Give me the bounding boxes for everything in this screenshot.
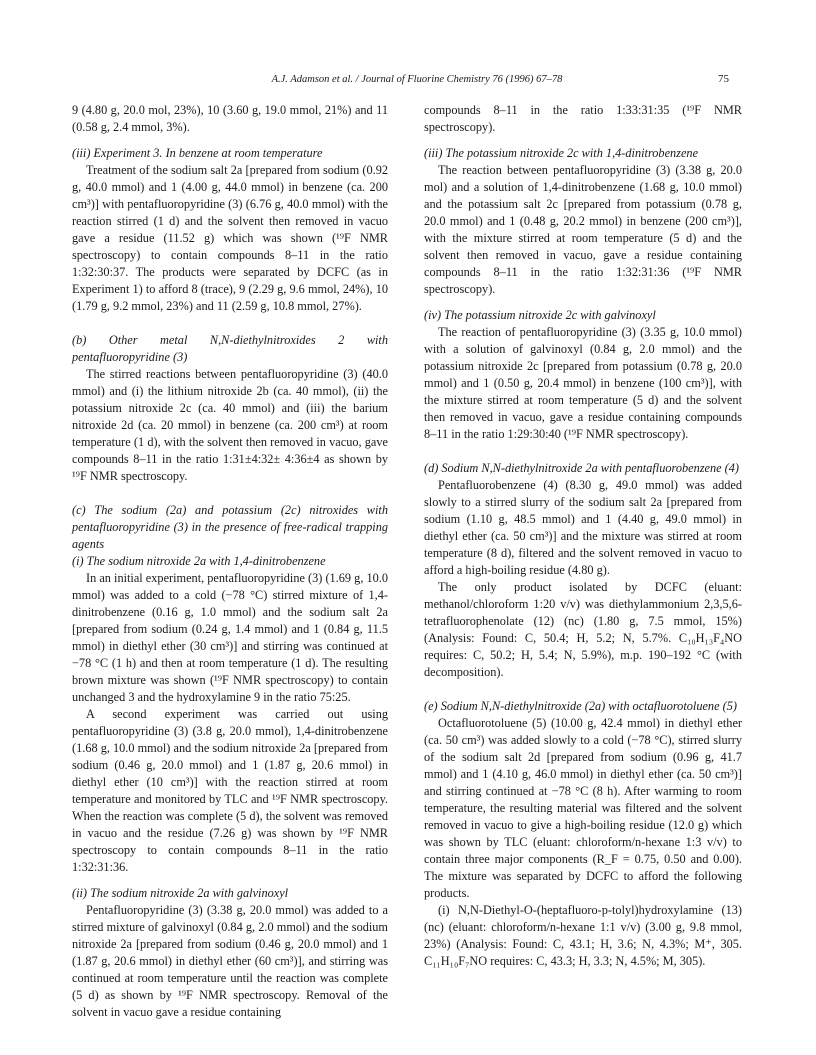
subsection-heading: (iv) The potassium nitroxide 2c with galvinoxyl: [424, 308, 656, 322]
paragraph: Octafluorotoluene (5) (10.00 g, 42.4 mmol) in diethyl ether (ca. 50 cm³) was added slowly to a cold (−78 °C), stirred slurry of the sodium salt 2d [prepared from sodium (0.96 g, 41.7 mmol) and 1 (4.10 g, 46.0 mmol) in diethyl ether (ca. 50 cm³)] and stirring continued at −78 °C (8 h). After warming to room temperature, the resulting material was filtered and the solvent removed in vacuo to give a high-boiling residue (12.0 g) which was shown by TLC (eluant: chloroform/n-hexane 1:3 v/v) to contain three major components (R_F = 0.75, 0.50 and 0.00). The mixture was separated by DCFC to afford the following products.: [424, 716, 742, 900]
paragraph: The reaction between pentafluoropyridine (3) (3.38 g, 20.0 mol) and a solution of 1,4-dinitrobenzene (1.68 g, 10.0 mmol) and the potassium salt 2c [prepared from potassium (0.78 g, 20.0 mmol) and 1 (0.48 g, 20.2 mmol) in benzene (200 cm³)], with the mixture stirred at room temperature (5 d) and the solvent then removed in vacuo, gave a residue containing compounds 8–11 in the ratio 1:32:31:36 (¹⁹F NMR spectroscopy).: [424, 163, 742, 296]
running-head: A.J. Adamson et al. / Journal of Fluorine Chemistry 76 (1996) 67–78: [271, 74, 563, 85]
paragraph: In an initial experiment, pentafluoropyridine (3) (1.69 g, 10.0 mmol) was added to a cold (−78 °C) stirred mixture of 1,4-dinitrobenzene (0.16 g, 1.0 mmol) and the sodium salt 2a [prepared from sodium (0.24 g, 1.4 mmol) and 1 (0.84 g, 11.5 mmol) in diethyl ether (30 cm³)] and stirring was continued at −78 °C (1 h) and then at room temperature (1 d). The resulting brown mixture was shown (¹⁹F NMR spectroscopy) to contain unchanged 3 and the hydroxylamine 9 in the ratio 75:25.: [72, 571, 388, 704]
paragraph: The only product isolated by DCFC (eluant: methanol/chloroform 1:20 v/v) was diethylammonium 2,3,5,6-tetrafluorophenolate (12) (nc) (1.80 g, 7.5 mmol, 15%) (Analysis: Found: C, 50.4; H, 5.2; N, 5.7%. C₁₀H₁₃F₄NO requires: C, 50.2; H, 5.4; N, 5.9%), m.p. 190–192 °C (with decomposition).: [424, 580, 742, 679]
subsection-heading: (i) The sodium nitroxide 2a with 1,4-dinitrobenzene: [72, 554, 326, 568]
paragraph: A second experiment was carried out using pentafluoropyridine (3) (3.8 g, 20.0 mmol), 1,4-dinitrobenzene (1.68 g, 10.0 mmol) and the sodium nitroxide 2a [prepared from sodium (0.46 g, 20.0 mmol) and 1 (1.87 g, 20.6 mmol) in diethyl ether (10 cm³)] with the reaction stirred at room temperature and monitored by TLC and ¹⁹F NMR spectroscopy. When the reaction was complete (5 d), the solvent was removed in vacuo and the residue (7.26 g) was shown by ¹⁹F NMR spectroscopy to contain compounds 8–11 in the ratio 1:32:31:36.: [72, 707, 388, 874]
paragraph: The reaction of pentafluoropyridine (3) (3.35 g, 10.0 mmol) with a solution of galvinoxyl (0.84 g, 2.0 mmol) and the potassium nitroxide 2c [prepared from potassium (0.78 g, 20.0 mmol) and 1 (0.50 g, 20.4 mmol) in benzene (100 cm³)], with the mixture stirred at room temperature (5 d) and the solvent then removed in vacuo, gave a residue containing compounds 8–11 in the ratio 1:29:30:40 (¹⁹F NMR spectroscopy).: [424, 325, 742, 441]
paragraph: (i) N,N-Diethyl-O-(heptafluoro-p-tolyl)hydroxylamine (13) (nc) (eluant: chloroform/n-hexane 1:1 v/v) (3.00 g, 9.8 mmol, 23%) (Analysis: Found: C, 43.1; H, 3.6; N, 4.3%; M⁺, 305. C₁₁H₁₀F₇NO requires: C, 43.3; H, 3.3; N, 4.5%; M, 305).: [424, 903, 742, 968]
section-heading: (iii) Experiment 3. In benzene at room temperature: [72, 146, 323, 160]
section-heading: (b) Other metal N,N-diethylnitroxides 2 with pentafluoropyridine (3): [72, 333, 388, 364]
paragraph: The stirred reactions between pentafluoropyridine (3) (40.0 mmol) and (i) the lithium nitroxide 2b (ca. 40 mmol), (ii) the potassium nitroxide 2c (ca. 40 mmol) and (iii) the barium nitroxide 2d (ca. 20 mmol) in benzene (ca. 200 cm³) at room temperature (1 d), with the solvent then removed in vacuo, gave compounds 8–11 in the ratio 1:31±4:32± 4:36±4 as shown by ¹⁹F NMR spectroscopy.: [72, 367, 388, 483]
section-heading: (d) Sodium N,N-diethylnitroxide 2a with pentafluorobenzene (4): [424, 461, 739, 475]
page-number: 75: [718, 73, 729, 85]
subsection-heading: (ii) The sodium nitroxide 2a with galvinoxyl: [72, 886, 289, 900]
paragraph: Pentafluorobenzene (4) (8.30 g, 49.0 mmol) was added slowly to a stirred slurry of the sodium salt 2a [prepared from sodium (1.10 g, 48.5 mmol) and 1 (4.40 g, 49.0 mmol) in diethyl ether (ca. 50 cm³)] and the mixture was stirred at room temperature (8 d), filtered and the solvent removed in vacuo to afford a high-boiling residue (4.80 g).: [424, 478, 742, 577]
paragraph: Pentafluoropyridine (3) (3.38 g, 20.0 mmol) was added to a stirred mixture of galvinoxyl (0.84 g, 2.0 mmol) and the sodium nitroxide 2a [prepared from sodium (0.46 g, 20.0 mmol) and 1 (1.87 g, 20.6 mmol) in diethyl ether (60 cm³)], and stirring was continued at room temperature until the reaction was complete (5 d) as shown by ¹⁹F NMR spectroscopy. Removal of the solvent in vacuo gave a residue containing: [72, 903, 388, 1019]
paragraph: compounds 8–11 in the ratio 1:33:31:35 (¹⁹F NMR spectroscopy).: [424, 103, 742, 134]
paragraph: Treatment of the sodium salt 2a [prepared from sodium (0.92 g, 40.0 mmol) and 1 (4.00 g, 44.0 mmol) in benzene (ca. 200 cm³)] with pentafluoropyridine (3) (6.76 g, 40.0 mmol) with the reaction stirred (1 d) and the solvent then removed in vacuo gave a residue (11.52 g) which was shown (¹⁹F NMR spectroscopy) to contain compounds 8–11 in the ratio 1:32:30:37. The products were separated by DCFC (as in Experiment 1) to afford 8 (trace), 9 (2.29 g, 9.6 mmol, 24%), 10 (1.79 g, 9.2 mmol, 23%) and 11 (2.59 g, 10.8 mmol, 27%).: [72, 163, 388, 313]
left-column: [72, 102, 388, 1021]
paragraph: 9 (4.80 g, 20.0 mol, 23%), 10 (3.60 g, 19.0 mmol, 21%) and 11 (0.58 g, 2.4 mmol, 3%).: [72, 103, 388, 134]
right-column: [424, 102, 742, 970]
section-heading: (c) The sodium (2a) and potassium (2c) nitroxides with pentafluoropyridine (3) in the presence of free-radical trapping agents: [72, 503, 388, 551]
subsection-heading: (iii) The potassium nitroxide 2c with 1,4-dinitrobenzene: [424, 146, 699, 160]
section-heading: (e) Sodium N,N-diethylnitroxide (2a) with octafluorotoluene (5): [424, 699, 737, 713]
